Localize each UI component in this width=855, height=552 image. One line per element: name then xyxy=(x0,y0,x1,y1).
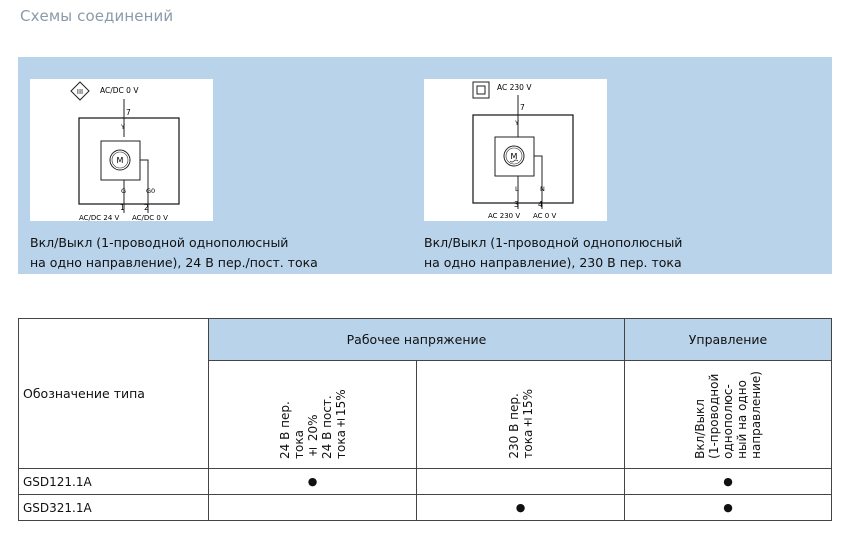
wiring-diagram-24v-drawing xyxy=(30,79,213,221)
column-header-line: (1-проводной xyxy=(707,373,721,459)
bottom-label: AC 230 V xyxy=(488,212,521,220)
terminal-signal: L xyxy=(515,185,519,193)
dot-cell: ● xyxy=(417,495,625,521)
column-header-line: ный на одно xyxy=(735,380,749,459)
diagram-caption-24v: Вкл/Выкл (1-проводной однополюсный на одно направление), 24 В пер./пост. тока xyxy=(30,235,318,270)
wire-number: 7 xyxy=(126,108,131,117)
column-header-24v xyxy=(209,361,417,469)
signal-label: Y xyxy=(515,119,519,127)
bottom-label: AC/DC 24 V xyxy=(79,214,120,221)
motor-icon xyxy=(110,150,130,170)
type-cell: GSD121.1A xyxy=(19,469,209,495)
dot-cell xyxy=(417,469,625,495)
wiring-diagram-230v-drawing xyxy=(424,79,607,221)
table-row xyxy=(19,495,832,521)
column-header-line: 24 В пост. xyxy=(319,395,334,459)
bottom-label: AC 0 V xyxy=(533,212,557,220)
column-header-line: тока±15% xyxy=(333,389,348,459)
control-header: Управление xyxy=(625,319,832,361)
type-specification-table xyxy=(18,318,832,521)
signal-label: Y xyxy=(121,123,125,131)
supply-label: AC/DC 0 V xyxy=(100,86,139,95)
column-header-line: ± 20% xyxy=(305,414,320,459)
operating-voltage-header: Рабочее напряжение xyxy=(209,319,625,361)
svg-text:M: M xyxy=(116,156,124,165)
dot-cell xyxy=(209,495,417,521)
diagram-caption-230v: Вкл/Выкл (1-проводной однополюсный на одно направление), 230 В пер. тока xyxy=(424,235,683,270)
column-header-line: направление) xyxy=(749,371,763,459)
dot-cell: ● xyxy=(625,495,832,521)
wire-number: 7 xyxy=(520,103,525,112)
terminal-signal: N xyxy=(540,185,545,193)
terminal-number: 4 xyxy=(538,200,543,209)
dot-cell: ● xyxy=(625,469,832,495)
bottom-label: AC/DC 0 V xyxy=(132,214,168,221)
terminal-signal: G0 xyxy=(146,187,156,195)
dot-cell: ● xyxy=(209,469,417,495)
page-title: Схемы соединений xyxy=(20,7,174,25)
column-header-line: тока±15% xyxy=(520,389,535,459)
safety-class-label: III xyxy=(76,88,84,96)
wiring-diagram-panel xyxy=(18,57,832,274)
column-header-line: однополюс- xyxy=(721,384,735,459)
safety-class-iii-icon xyxy=(71,82,89,100)
terminal-number: 2 xyxy=(144,203,149,212)
wiring-diagram-24v xyxy=(30,79,213,221)
terminal-signal: G xyxy=(121,187,127,195)
motor-icon xyxy=(504,146,524,166)
type-column-header: Обозначение типа xyxy=(19,319,209,469)
column-header-line: Вкл/Выкл xyxy=(693,399,707,459)
type-cell: GSD321.1A xyxy=(19,495,209,521)
table-row xyxy=(19,469,832,495)
wiring-diagram-230v xyxy=(424,79,607,221)
column-header-line: 230 В пер. xyxy=(506,393,521,459)
column-header-control xyxy=(625,361,832,469)
safety-class-ii-icon xyxy=(473,82,489,98)
supply-label: AC 230 V xyxy=(497,83,532,92)
terminal-number: 1 xyxy=(120,203,125,212)
svg-text:M: M xyxy=(510,152,518,161)
column-header-line: 24 В пер. тока xyxy=(277,401,306,459)
terminal-number: 3 xyxy=(514,200,519,209)
column-header-230v xyxy=(417,361,625,469)
